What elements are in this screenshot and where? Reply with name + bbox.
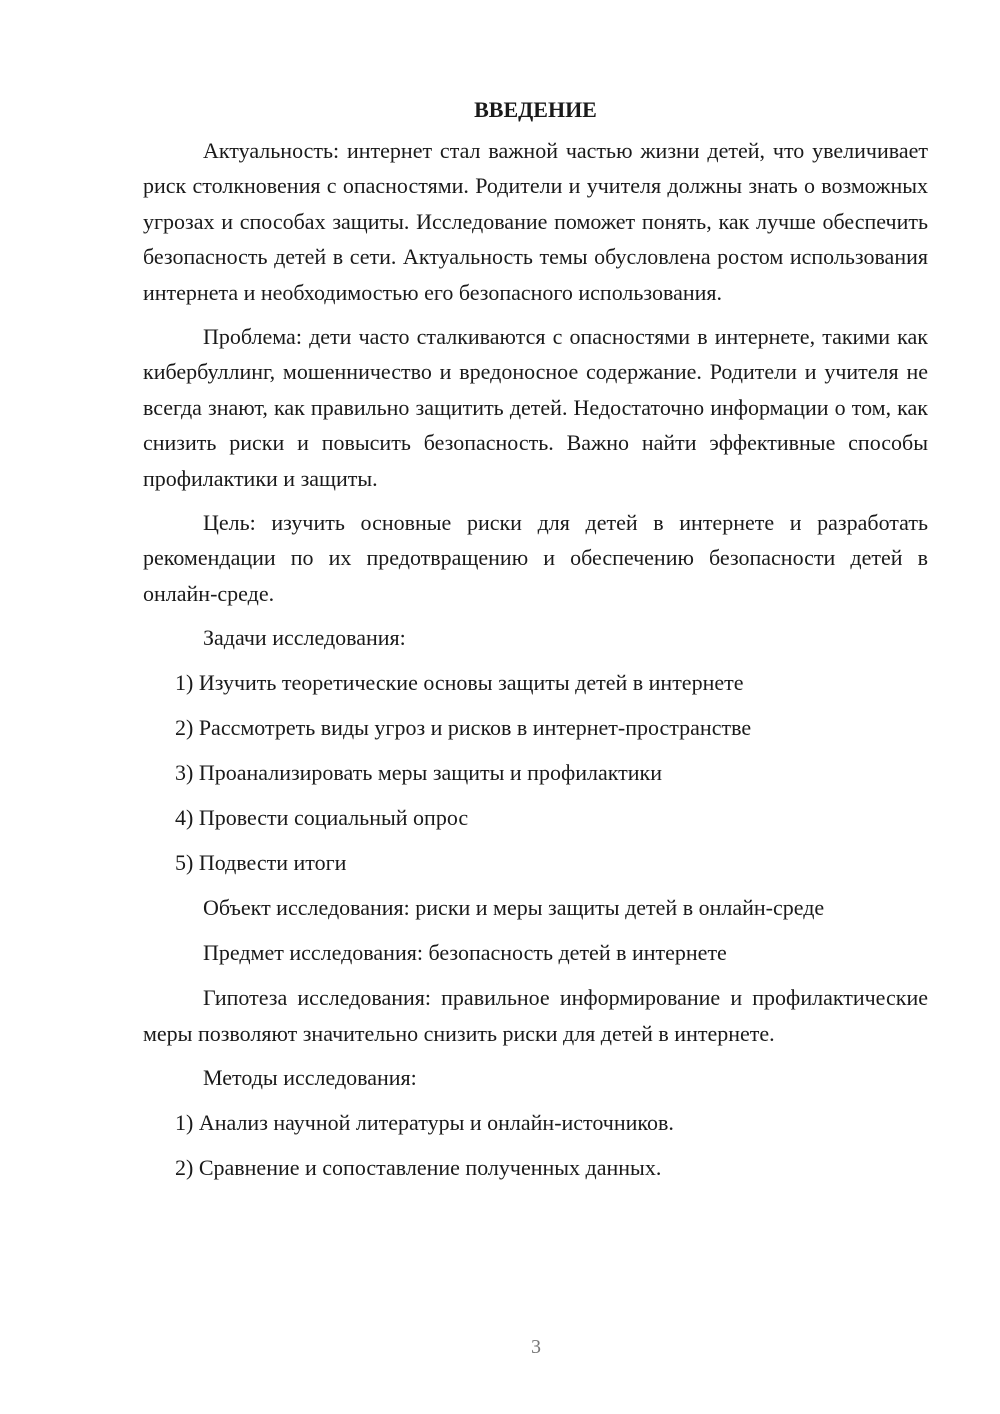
tasks-list [143, 665, 928, 880]
paragraph-hypothesis: Гипотеза исследования: правильное информирование и профилактические меры позволяют значительно снизить риски для детей в интернете. [143, 985, 928, 1046]
paragraph-problem: Проблема: дети часто сталкиваются с опасностями в интернете, такими как кибербуллинг, мошенничество и вредоносное содержание. Родители и учителя не всегда знают, как правильно защитить детей. Недостаточно информации о том, как снизить риски и повысить безопасность. Важно найти эффективные способы профилактики и защиты. [143, 324, 928, 491]
list-item: 1) Анализ научной литературы и онлайн-источников. [175, 1110, 674, 1136]
page-content [143, 94, 928, 1195]
list-item: 2) Рассмотреть виды угроз и рисков в интернет-пространстве [175, 715, 752, 741]
list-item: 2) Сравнение и сопоставление полученных данных. [175, 1155, 662, 1181]
research-object: Объект исследования: риски и меры защиты детей в онлайн-среде [203, 895, 825, 921]
list-item: 4) Провести социальный опрос [175, 805, 469, 831]
methods-list [143, 1105, 928, 1185]
list-item: 1) Изучить теоретические основы защиты детей в интернете [175, 670, 744, 696]
paragraph-goal: Цель: изучить основные риски для детей в интернете и разработать рекомендации по их предотвращению и обеспечению безопасности детей в онлайн-среде. [143, 510, 928, 606]
list-item: 5) Подвести итоги [175, 850, 347, 876]
page-number: 3 [531, 1336, 541, 1358]
list-item: 3) Проанализировать меры защиты и профилактики [175, 760, 662, 786]
tasks-heading: Задачи исследования: [203, 625, 406, 651]
section-heading: ВВЕДЕНИЕ [474, 97, 597, 122]
paragraph-relevance: Актуальность: интернет стал важной частью жизни детей, что увеличивает риск столкновения с опасностями. Родители и учителя должны знать о возможных угрозах и способах защиты. Исследование поможет понять, как лучше обеспечить безопасность детей в сети. Актуальность темы обусловлена ростом использования интернета и необходимостью его безопасного использования. [143, 138, 928, 305]
research-subject: Предмет исследования: безопасность детей в интернете [203, 940, 727, 966]
methods-heading: Методы исследования: [203, 1065, 417, 1091]
